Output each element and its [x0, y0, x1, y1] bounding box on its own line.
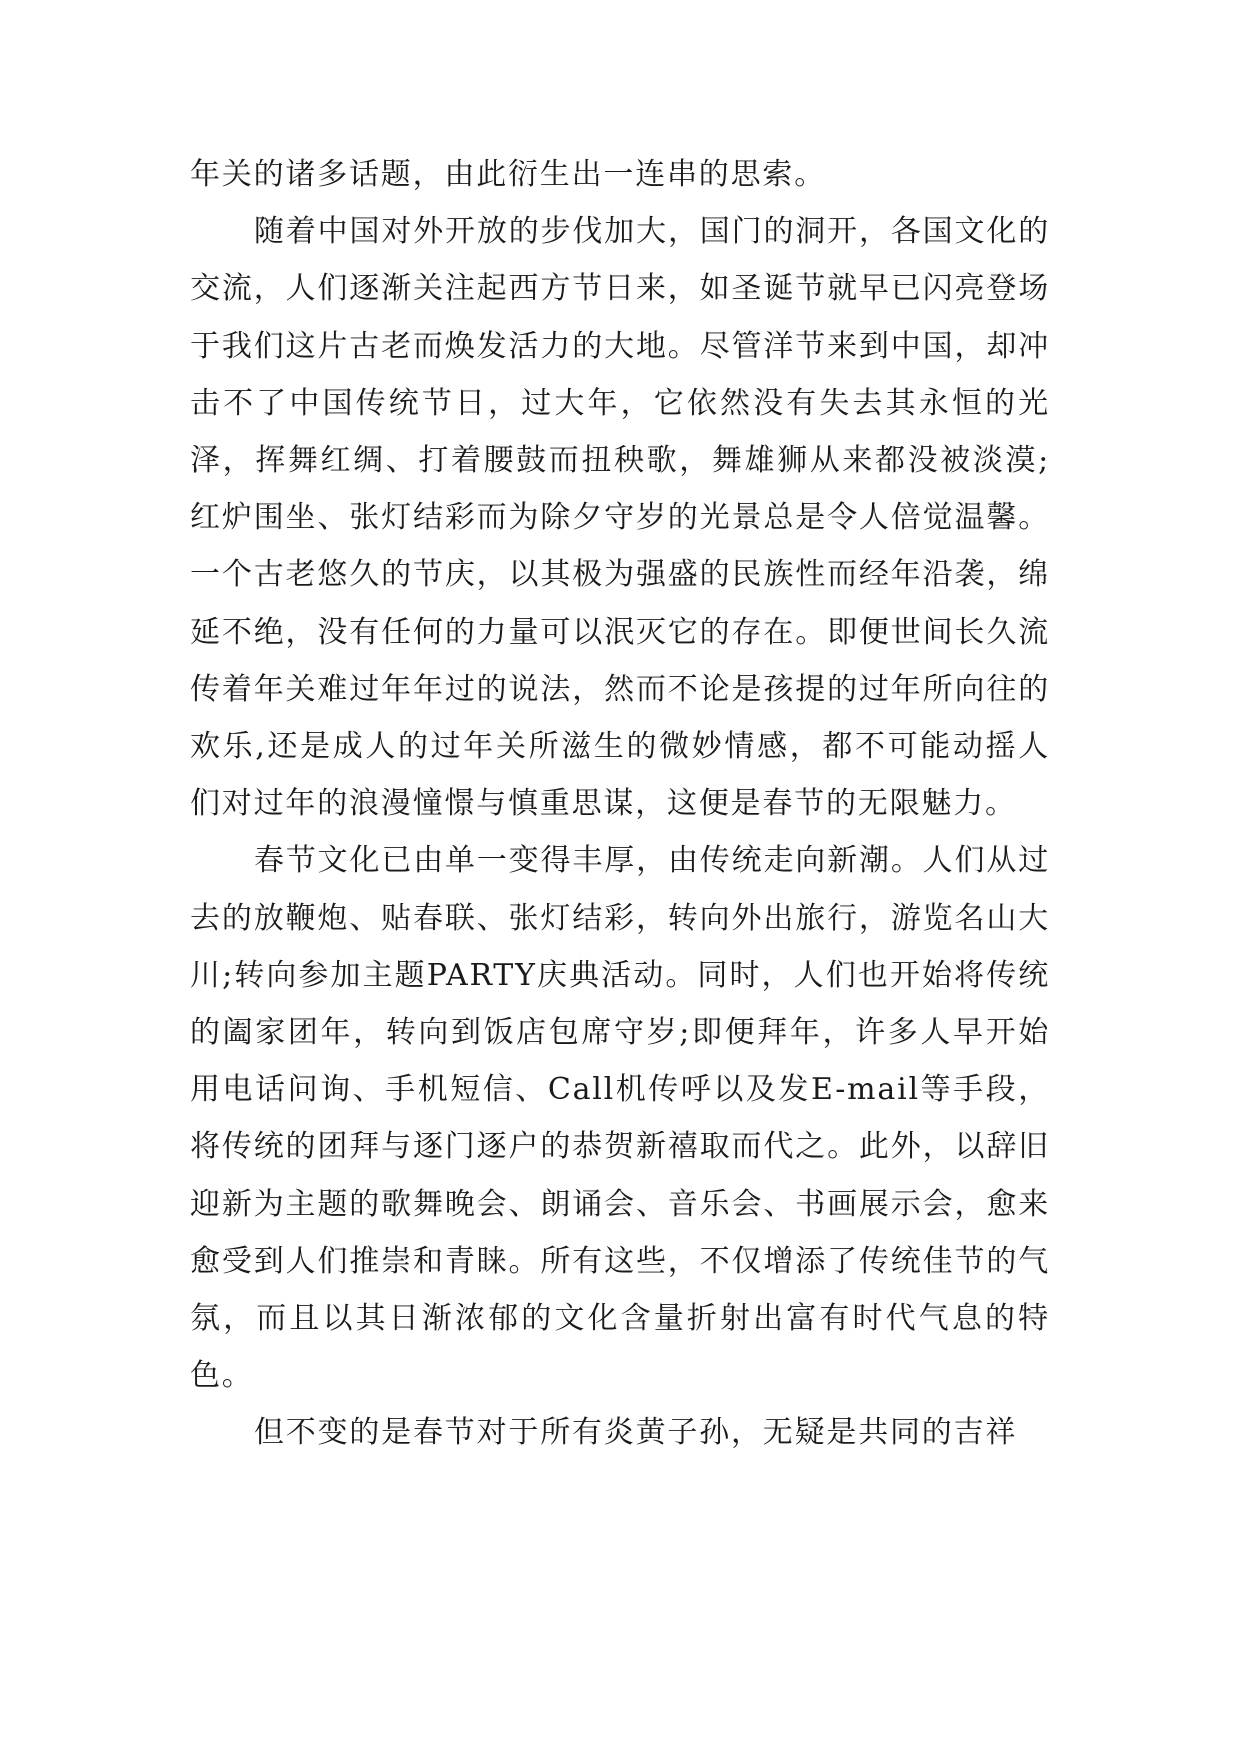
paragraph-western-holidays: 随着中国对外开放的步伐加大，国门的洞开，各国文化的交流，人们逐渐关注起西方节日来，如圣诞节就早已闪亮登场于我们这片古老而焕发活力的大地。尽管洋节来到中国，却冲击不了中国传统节日，过大年，它依然没有失去其永恒的光泽，挥舞红绸、打着腰鼓而扭秧歌，舞雄狮从来都没被淡漠;红炉围坐、张灯结彩而为除夕守岁的光景总是令人倍觉温馨。一个古老悠久的节庆，以其极为强盛的民族性而经年沿袭，绵延不绝，没有任何的力量可以泯灭它的存在。即便世间长久流传着年关难过年年过的说法，然而不论是孩提的过年所向往的欢乐,还是成人的过年关所滋生的微妙情感，都不可能动摇人们对过年的浪漫憧憬与慎重思谋，这便是春节的无限魅力。	[190, 214, 1050, 822]
document-body	[190, 146, 1050, 1462]
paragraph-continued: 年关的诸多话题，由此衍生出一连串的思索。	[190, 157, 826, 192]
paragraph-spring-festival-culture: 春节文化已由单一变得丰厚，由传统走向新潮。人们从过去的放鞭炮、贴春联、张灯结彩，转向外出旅行，游览名山大川;转向参加主题PARTY庆典活动。同时，人们也开始将传统的阖家团年，转向到饭店包席守岁;即便拜年，许多人早开始用电话问询、手机短信、Call机传呼以及发E-mail等手段，将传统的团拜与逐门逐户的恭贺新禧取而代之。此外，以辞旧迎新为主题的歌舞晚会、朗诵会、音乐会、书画展示会，愈来愈受到人们推崇和青睐。所有这些，不仅增添了传统佳节的气氛，而且以其日渐浓郁的文化含量折射出富有时代气息的特色。	[190, 843, 1050, 1394]
paragraph-unchanging-meaning: 但不变的是春节对于所有炎黄子孙，无疑是共同的吉祥	[254, 1415, 1018, 1451]
